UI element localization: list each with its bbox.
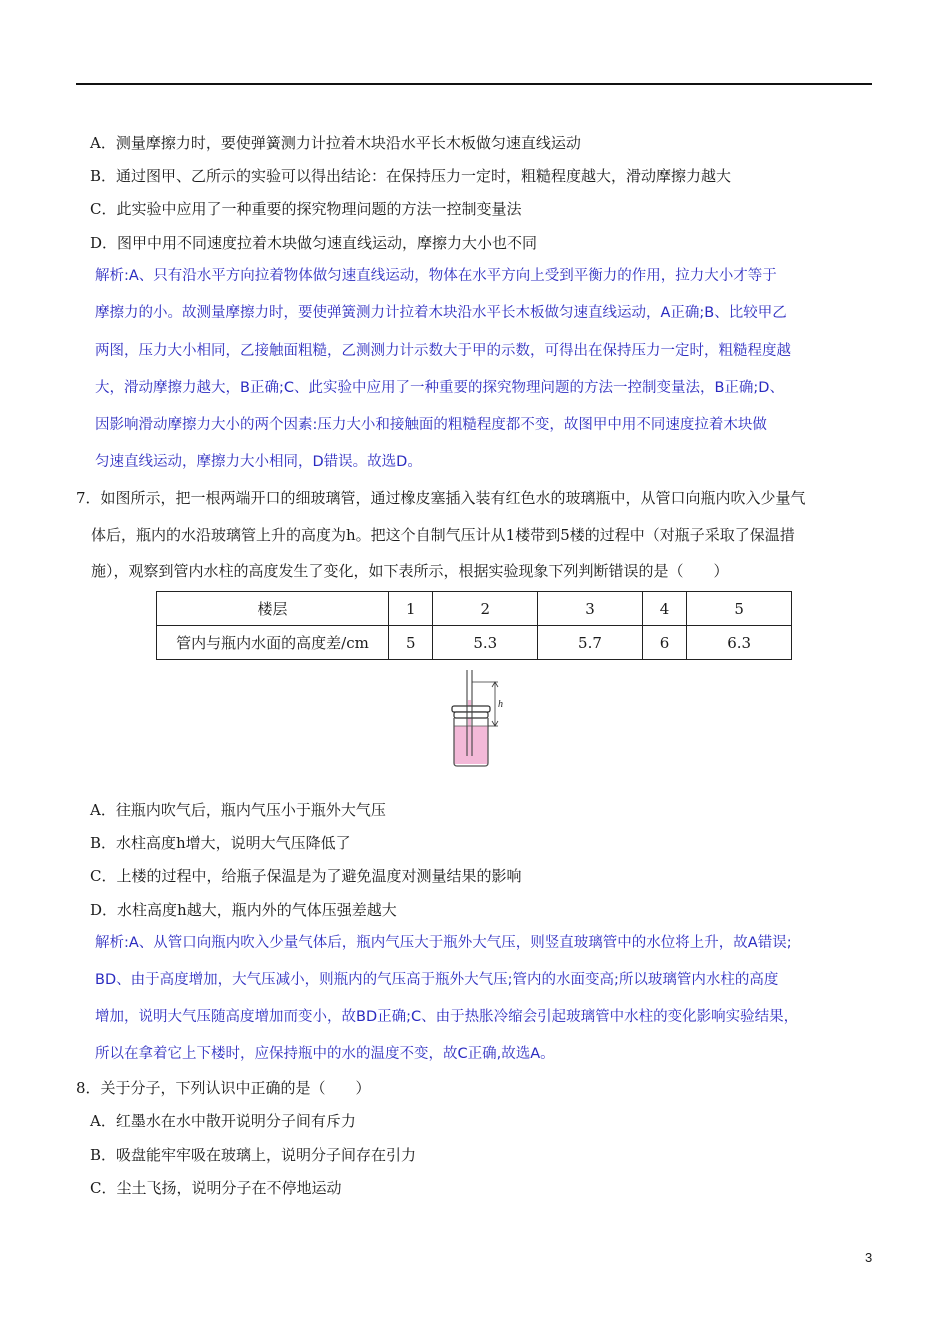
table-cell: 3	[538, 592, 643, 626]
q8-stem: 8．关于分子，下列认识中正确的是（ ）	[76, 1079, 371, 1097]
header-rule	[76, 83, 872, 85]
q6-analysis-line: 摩擦力的小。故测量摩擦力时，要使弹簧测力计拉着木块沿水平长木板做匀速直线运动，A正确;B、比较甲乙	[95, 305, 787, 321]
page-number: 3	[865, 1250, 873, 1265]
q7-option-a: A．往瓶内吹气后，瓶内气压小于瓶外大气压	[90, 801, 386, 819]
q7-stem-line: 7．如图所示，把一根两端开口的细玻璃管，通过橡皮塞插入装有红色水的玻璃瓶中，从管口向瓶内吹入少量气	[76, 489, 806, 507]
table-header-cell: 管内与瓶内水面的高度差/cm	[157, 626, 389, 660]
table-cell: 5.7	[538, 626, 643, 660]
table-header-cell: 楼层	[157, 592, 389, 626]
table-cell: 5	[389, 626, 433, 660]
table-cell: 2	[433, 592, 538, 626]
h-label: h	[498, 699, 503, 710]
table-cell: 4	[642, 592, 686, 626]
q7-stem-line: 施），观察到管内水柱的高度发生了变化，如下表所示，根据实验现象下列判断错误的是（ ）	[91, 562, 729, 580]
barometer-figure	[440, 668, 510, 770]
q7-option-c: C．上楼的过程中，给瓶子保温是为了避免温度对测量结果的影响	[90, 867, 522, 885]
q6-analysis-line: 因影响滑动摩擦力大小的两个因素:压力大小和接触面的粗糙程度都不变，故图甲中用不同速度拉着木块做	[95, 417, 767, 433]
q7-analysis-line: 增加，说明大气压随高度增加而变小，故BD正确;C、由于热胀冷缩会引起玻璃管中水柱的变化影响实验结果，	[95, 1009, 799, 1025]
table-cell: 5.3	[433, 626, 538, 660]
q8-option-b: B．吸盘能牢牢吸在玻璃上，说明分子间存在引力	[90, 1146, 417, 1164]
table-cell: 5	[687, 592, 792, 626]
q7-analysis-line: 所以在拿着它上下楼时，应保持瓶中的水的温度不变，故C正确,故选A。	[95, 1046, 555, 1062]
q7-option-b: B．水柱高度h增大，说明大气压降低了	[90, 834, 351, 852]
q7-stem-line: 体后，瓶内的水沿玻璃管上升的高度为h。把这个自制气压计从1楼带到5楼的过程中（对瓶子采取了保温措	[91, 526, 795, 544]
q7-option-d: D．水柱高度h越大，瓶内外的气体压强差越大	[90, 901, 397, 919]
q8-option-a: A．红墨水在水中散开说明分子间有斥力	[90, 1112, 356, 1130]
q6-analysis-line: 两图，压力大小相同，乙接触面粗糙，乙测测力计示数大于甲的示数，可得出在保持压力一定时，粗糙程度越	[95, 343, 791, 359]
q7-analysis-line: 解析:A、从管口向瓶内吹入少量气体后，瓶内气压大于瓶外大气压，则竖直玻璃管中的水位将上升，故A错误;	[95, 935, 792, 951]
q6-option-a: A．测量摩擦力时，要使弹簧测力计拉着木块沿水平长木板做匀速直线运动	[90, 134, 581, 152]
table-cell: 1	[389, 592, 433, 626]
bottle-cap	[452, 706, 490, 712]
table-cell: 6	[642, 626, 686, 660]
q6-analysis-line: 匀速直线运动，摩擦力大小相同，D错误。故选D。	[95, 454, 422, 470]
q7-data-table	[156, 591, 792, 660]
table-cell: 6.3	[687, 626, 792, 660]
q6-option-c: C．此实验中应用了一种重要的探究物理问题的方法一控制变量法	[90, 200, 522, 218]
bottle-liquid	[454, 726, 488, 764]
q6-analysis-line: 解析:A、只有沿水平方向拉着物体做匀速直线运动，物体在水平方向上受到平衡力的作用，拉力大小才等于	[95, 268, 777, 284]
table-row	[157, 592, 792, 626]
table-row	[157, 626, 792, 660]
q6-option-d: D．图甲中用不同速度拉着木块做匀速直线运动，摩擦力大小也不同	[90, 234, 538, 252]
q6-option-b: B．通过图甲、乙所示的实验可以得出结论：在保持压力一定时，粗糙程度越大，滑动摩擦力越大	[90, 167, 732, 185]
q8-option-c: C．尘土飞扬，说明分子在不停地运动	[90, 1179, 342, 1197]
q7-analysis-line: BD、由于高度增加，大气压减小，则瓶内的气压高于瓶外大气压;管内的水面变高;所以玻璃管内水柱的高度	[95, 972, 779, 988]
q6-analysis-line: 大，滑动摩擦力越大，B正确;C、此实验中应用了一种重要的探究物理问题的方法一控制变量法，B正确;D、	[95, 380, 784, 396]
